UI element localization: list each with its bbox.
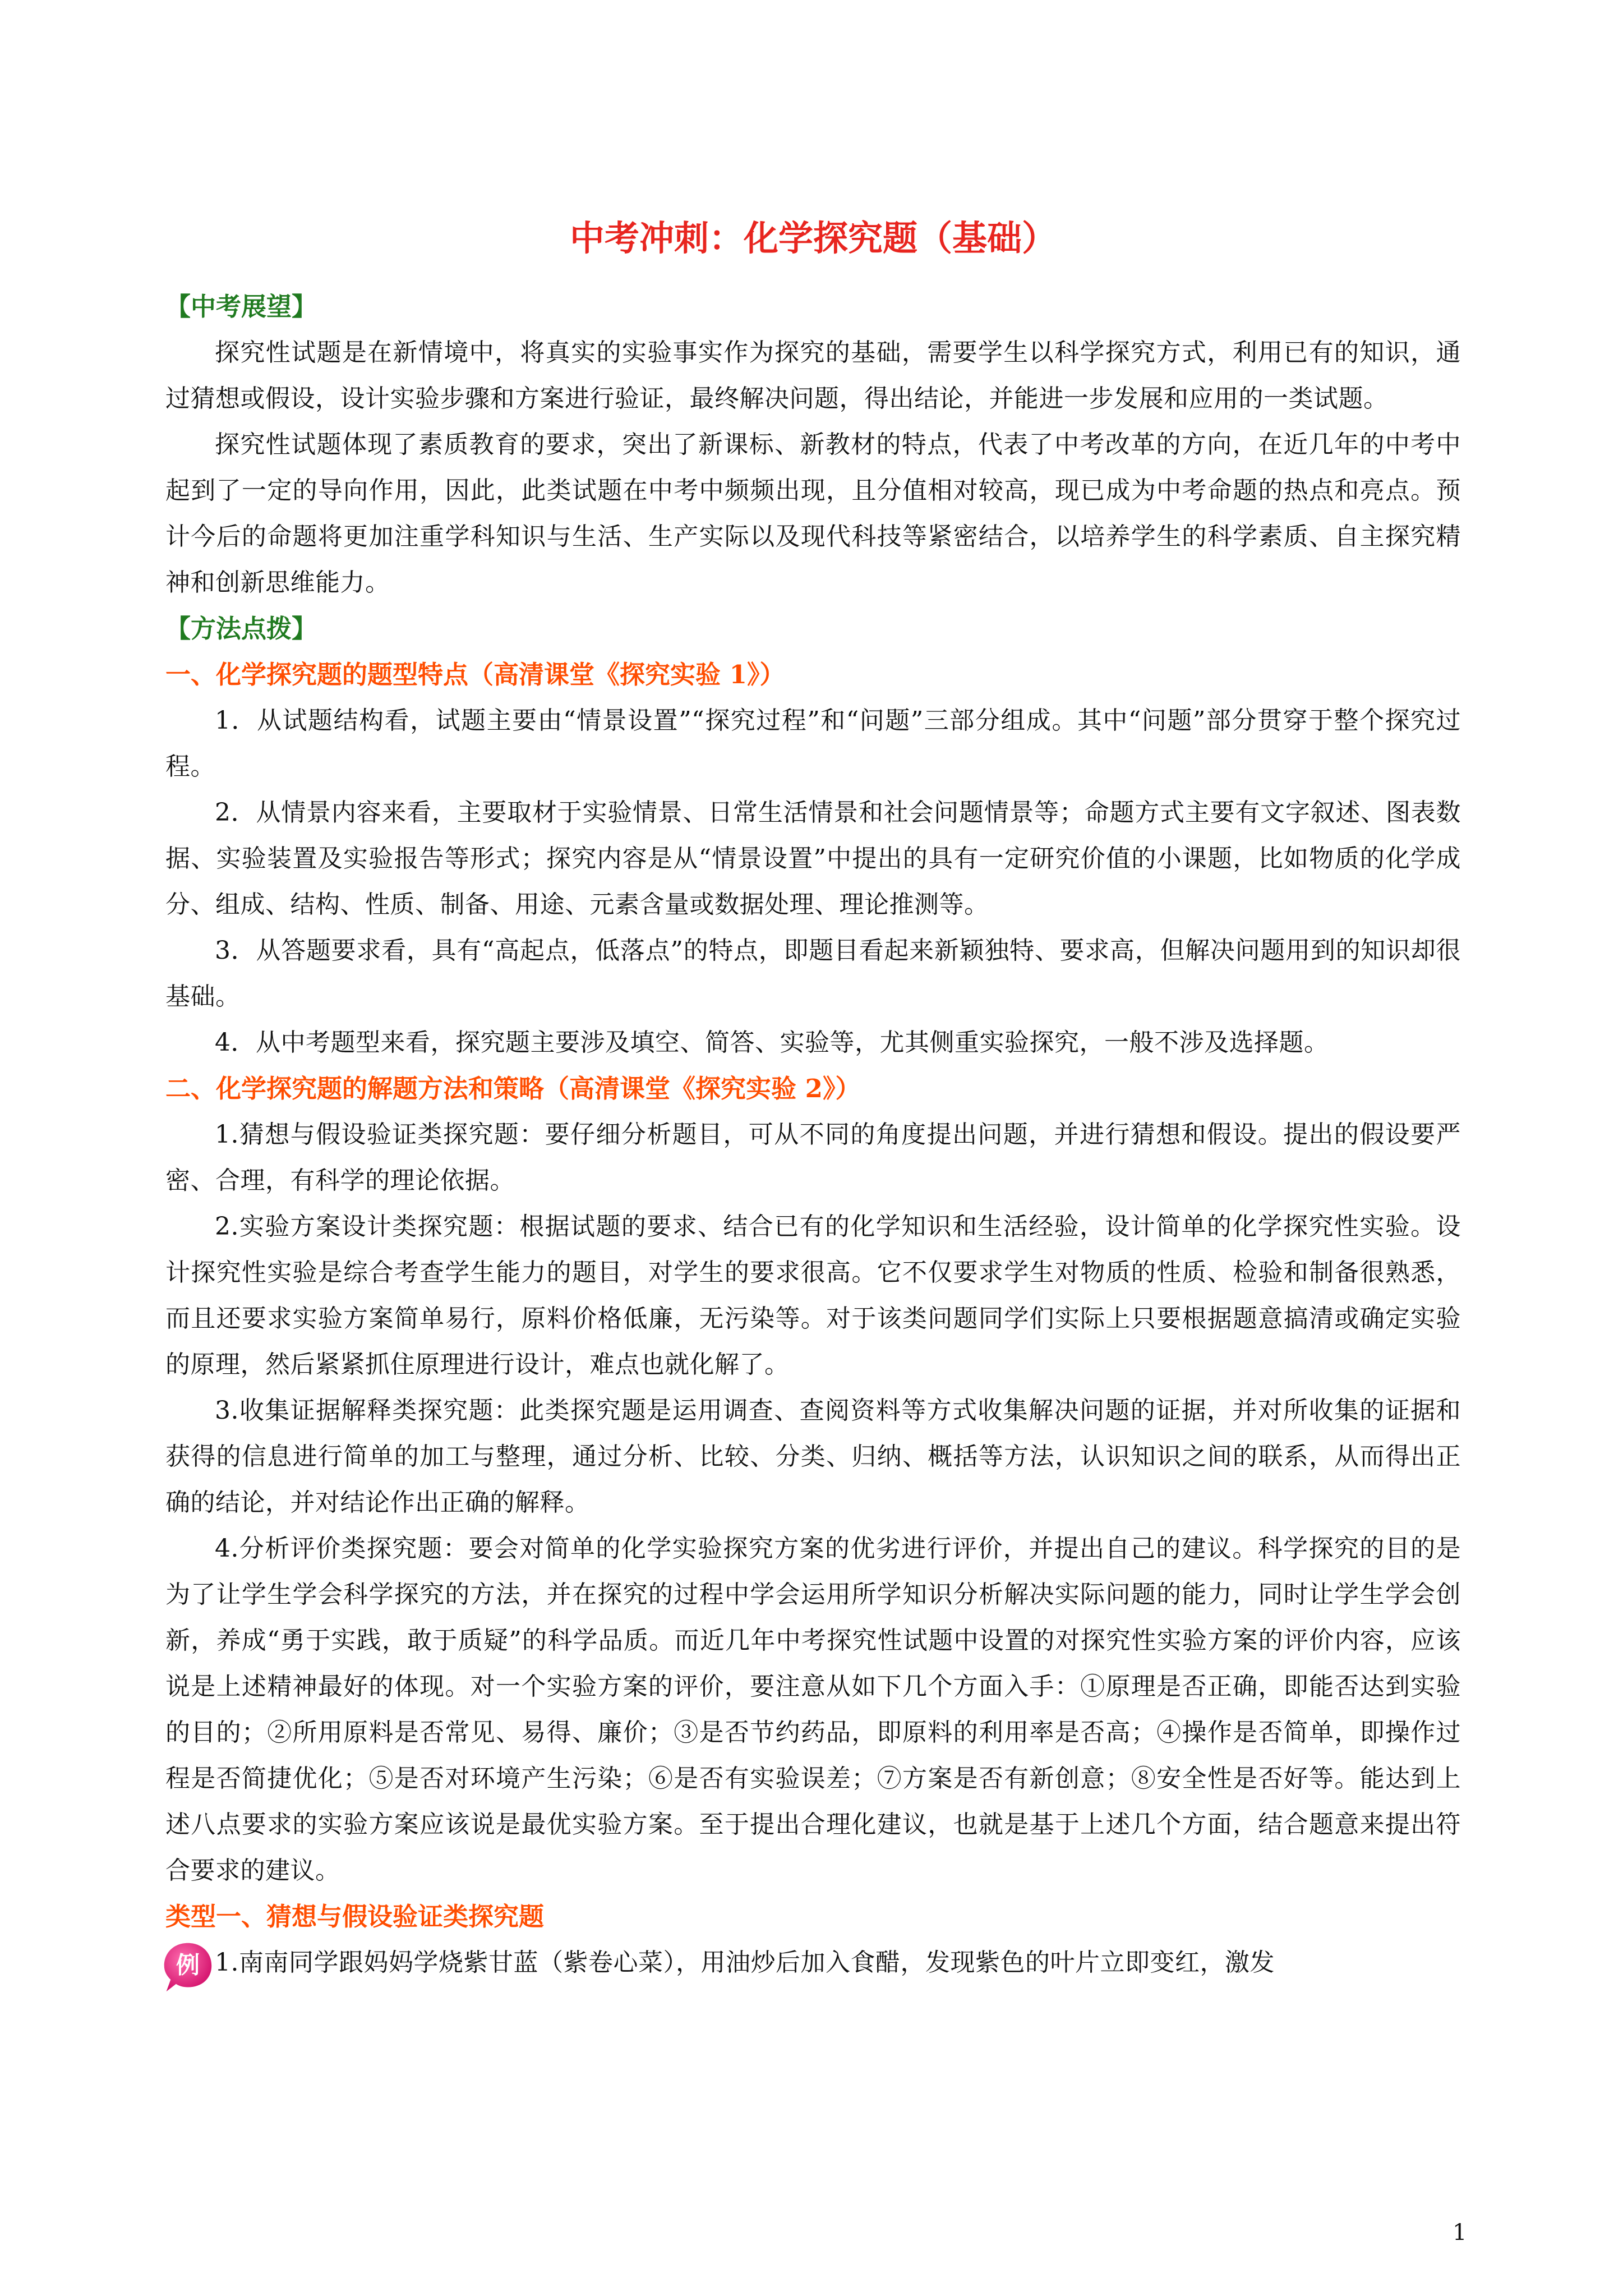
part2-heading: 二、化学探究题的解题方法和策略（高清课堂《探究实验 2》） (165, 1074, 861, 1103)
outlook-paragraph: 探究性试题是在新情境中，将真实的实验事实作为探究的基础，需要学生以科学探究方式，利用已有的知识，通过猜想或假设，设计实验步骤和方案进行验证，最终解决问题，得出结论，并能进一步发展和应用的一类试题。 (165, 338, 1461, 413)
document-body (165, 213, 1461, 1986)
part2-paragraph: 3.收集证据解释类探究题：此类探究题是运用调查、查阅资料等方式收集解决问题的证据，并对所收集的证据和获得的信息进行简单的加工与整理，通过分析、比较、分类、归纳、概括等方法，认识知识之间的联系，从而得出正确的结论，并对结论作出正确的解释。 (165, 1396, 1461, 1517)
example-badge-icon (161, 1940, 215, 1994)
part2-paragraph: 4.分析评价类探究题：要会对简单的化学实验探究方案的优劣进行评价，并提出自己的建议。科学探究的目的是为了让学生学会科学探究的方法，并在探究的过程中学会运用所学知识分析解决实际问题的能力，同时让学生学会创新，养成“勇于实践，敢于质疑”的科学品质。而近几年中考探究性试题中设置的对探究性实验方案的评价内容，应该说是上述精神最好的体现。对一个实验方案的评价，要注意从如下几个方面入手：①原理是否正确，即能否达到实验的目的；②所用原料是否常见、易得、廉价；③是否节约药品，即原料的利用率是否高；④操作是否简单，即操作过程是否简捷优化；⑤是否对环境产生污染；⑥是否有实验误差；⑦方案是否有新创意；⑧安全性是否好等。能达到上述八点要求的实验方案应该说是最优实验方案。至于提出合理化建议，也就是基于上述几个方面，结合题意来提出符合要求的建议。 (165, 1534, 1461, 1885)
part1-paragraph: 1．从试题结构看，试题主要由“情景设置”“探究过程”和“问题”三部分组成。其中“问题”部分贯穿于整个探究过程。 (165, 706, 1461, 781)
type1-heading: 类型一、猜想与假设验证类探究题 (165, 1902, 545, 1931)
example-block (165, 1940, 1461, 1986)
page-number: 1 (1453, 2220, 1467, 2246)
part1-paragraph: 3．从答题要求看，具有“高起点，低落点”的特点，即题目看起来新颖独特、要求高，但解决问题用到的知识却很基础。 (165, 936, 1461, 1011)
part2-paragraph: 1.猜想与假设验证类探究题：要仔细分析题目，可从不同的角度提出问题，并进行猜想和假设。提出的假设要严密、合理，有科学的理论依据。 (165, 1120, 1461, 1195)
part1-paragraph: 4．从中考题型来看，探究题主要涉及填空、简答、实验等，尤其侧重实验探究，一般不涉及选择题。 (215, 1028, 1329, 1057)
method-heading: 【方法点拨】 (165, 614, 317, 643)
part1-heading: 一、化学探究题的题型特点（高清课堂《探究实验 1》） (165, 660, 785, 689)
page-title: 中考冲刺：化学探究题（基础） (569, 218, 1057, 259)
example-question-text: 1.南南同学跟妈妈学烧紫甘蓝（紫卷心菜），用油炒后加入食醋，发现紫色的叶片立即变红，激发 (215, 1948, 1275, 1977)
example-badge-label: 例 (176, 1951, 200, 1979)
part2-paragraph: 2.实验方案设计类探究题：根据试题的要求、结合已有的化学知识和生活经验，设计简单的化学探究性实验。设计探究性实验是综合考查学生能力的题目，对学生的要求很高。它不仅要求学生对物质的性质、检验和制备很熟悉，而且还要求实验方案简单易行，原料价格低廉，无污染等。对于该类问题同学们实际上只要根据题意搞清或确定实验的原理，然后紧紧抓住原理进行设计，难点也就化解了。 (165, 1212, 1461, 1379)
part1-paragraph: 2．从情景内容来看，主要取材于实验情景、日常生活情景和社会问题情景等；命题方式主要有文字叙述、图表数据、实验装置及实验报告等形式；探究内容是从“情景设置”中提出的具有一定研究价值的小课题，比如物质的化学成分、组成、结构、性质、制备、用途、元素含量或数据处理、理论推测等。 (165, 798, 1461, 919)
outlook-heading: 【中考展望】 (165, 292, 317, 321)
outlook-paragraph: 探究性试题体现了素质教育的要求，突出了新课标、新教材的特点，代表了中考改革的方向，在近几年的中考中起到了一定的导向作用，因此，此类试题在中考中频频出现，且分值相对较高，现已成为中考命题的热点和亮点。预计今后的命题将更加注重学科知识与生活、生产实际以及现代科技等紧密结合，以培养学生的科学素质、自主探究精神和创新思维能力。 (165, 430, 1461, 597)
